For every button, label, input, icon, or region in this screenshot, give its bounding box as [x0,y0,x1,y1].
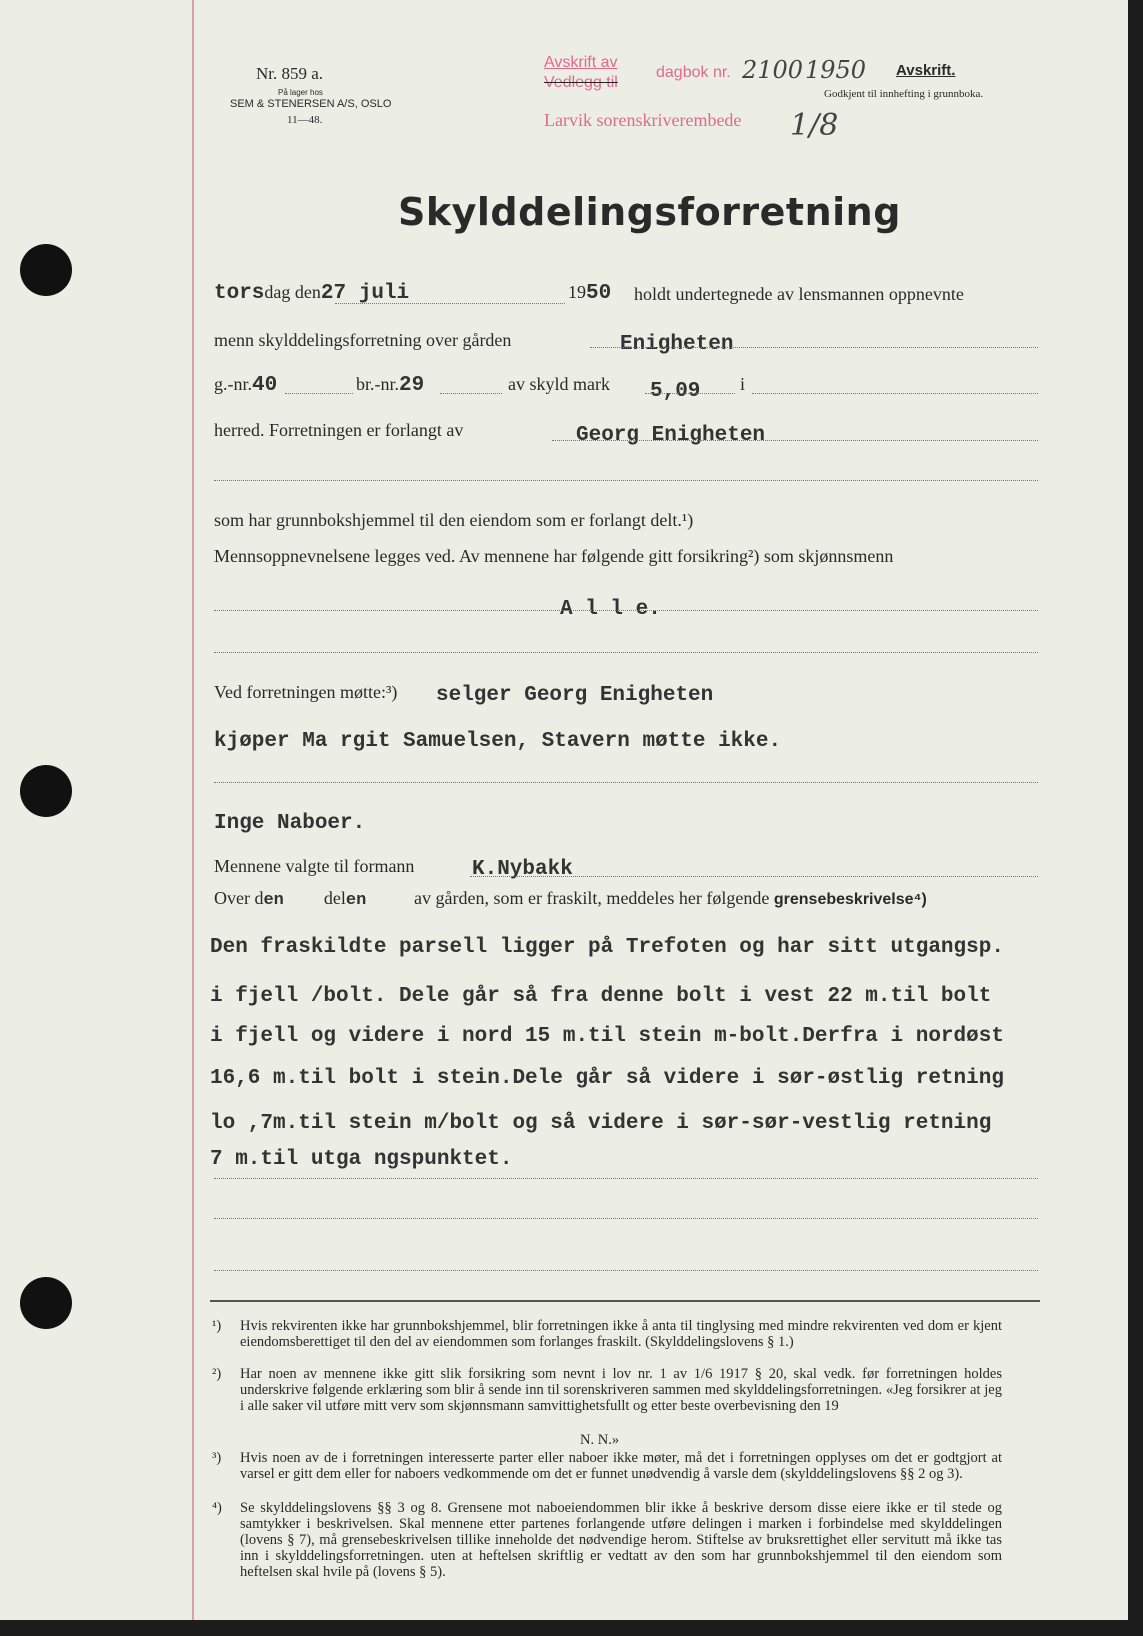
weekday-typed: tors [214,282,265,305]
footnote-signature: N. N.» [580,1432,620,1448]
fill-line [214,1270,1038,1271]
margin-line [192,0,194,1620]
label: av skyld mark [508,374,610,394]
footnote: ⁴) Se skylddelingslovens §§ 3 og 8. Grensene mot naboeiendommen blir ikke å beskrive dersom disse eiere ikke er til stede og samtykker i beskrivelsen. Skal mennene etter partenes forlangende utføre delingen i marken i forbindelse med skylddelingen (lovens § 7), må grensebeskrivelsen tillike inneholde det nødvendige herom. Stiftelse av bruksrettighet eller servitutt må ikke tas inn i skylddelingsforretningen. uten at heftelsen skriftlig er vedtatt av den som har grunnbokshjemmel til den eiendom som heftelsen skal hvile på (lovens § 5). [212,1500,1002,1580]
typed-fill: en [263,891,284,910]
stamp-office: Larvik sorenskriverembede [544,110,742,130]
publisher-line: På lager hos [278,88,323,97]
description-line: i fjell og videre i nord 15 m.til stein m-bolt.Derfra i nordøst [210,1025,1004,1048]
year-prefix: 19 [568,282,586,302]
punch-hole [20,1277,72,1329]
label: del [323,888,346,908]
bnr-typed: 29 [399,374,425,397]
mott-typed: kjøper Ma rgit Samuelsen, Stavern møtte ikke. [214,730,782,753]
footnote-divider [210,1300,1040,1302]
alle-typed: A l l e. [560,598,661,621]
fill-line [470,876,1038,877]
fill-line [214,610,1038,611]
label: dag den [264,282,321,302]
publisher-line: 11—48. [287,114,323,126]
punch-hole [20,244,72,296]
typed-fill: en [345,891,367,910]
skyld-typed: 5,09 [650,380,701,403]
label: herred. Forretningen er forlangt av [214,420,464,440]
description-line: 7 m.til utga ngspunktet. [210,1148,513,1171]
label: av gården, som er fraskilt, meddeles her følgende [414,888,770,908]
naboer-typed: Inge Naboer. [214,812,366,835]
label: Over d [214,888,264,908]
farm-typed: Enigheten [620,333,734,356]
year-typed: 50 [586,282,612,305]
fill-line [214,782,1038,783]
footnote: ³) Hvis noen av de i forretningen interesserte parter eller naboer ikke møter, må det i forretningen opplyses om det er godtgjort at varsel er gitt dem eller for naboers vedkommende om det er funnet unødvendig å varsle dem (skylddelingslovens §§ 2 og 3). [212,1450,1002,1482]
label: grensebeskrivelse⁴) [773,891,927,908]
dagbok-year: 1950 [805,56,867,84]
stamp-dagbok: dagbok nr. [656,64,731,81]
fill-line [214,1178,1038,1179]
fill-line [214,1218,1038,1219]
footnote: ¹) Hvis rekvirenten ikke har grunnbokshjemmel, blir forretningen ikke å anta til tinglysing med mindre rekvirenten ved dom er kjent eiendomsberettiget til den del av eiendommen som forlanges fraskilt. (Skylddelingslovens § 1.) [212,1318,1002,1350]
mott-typed: selger Georg Enigheten [436,684,714,707]
footnote: ²) Har noen av mennene ikke gitt slik forsikring som nevnt i lov nr. 1 av 1/6 1917 § 20, skal vedk. før forretningen holdes underskrive følgende erklæring som blir å sende inn til sorenskriveren sammen med skylddelingsforretningen. «Jeg forsikrer at jeg i alle saker vil utføre mitt verv som skjønnsmann samvittighetsfullt og etter beste overbevisning den 19 [212,1366,1002,1414]
label: holdt undertegnede av lensmannen oppnevnte [634,284,964,304]
handwritten-fraction: 1/8 [790,108,839,143]
label: Mennene valgte til formann [214,856,415,876]
fill-line [335,303,565,304]
requester-typed: Georg Enigheten [576,424,766,447]
fill-line [214,652,1038,653]
fill-line [590,347,1038,348]
label: menn skylddelingsforretning over gården [214,330,512,350]
formann-typed: K.Nybakk [472,858,573,881]
dagbok-number: 2100 [742,56,804,84]
label: g.-nr. [214,374,252,394]
description-line: lo ,7m.til stein m/bolt og så videre i sør-sør-vestlig retning [210,1112,992,1135]
fill-line [645,393,735,394]
label: som har grunnbokshjemmel til den eiendom som er forlangt delt.¹) [214,510,694,530]
fill-line [440,393,502,394]
label: i [740,374,746,394]
label: Mennsoppnevnelsene legges ved. Av mennene har følgende gitt forsikring²) som skjønnsmenn [214,546,894,566]
form-number: Nr. 859 a. [256,64,324,83]
description-line: Den fraskildte parsell ligger på Trefoten og har sitt utgangsp. [210,936,1004,959]
stamp-vedlegg-til: Vedlegg til [544,74,618,91]
publisher-line: SEM & STENERSEN A/S, OSLO [230,98,392,110]
punch-hole [20,765,72,817]
page-title: Skylddelingsforretning [398,190,901,234]
fill-line [285,393,353,394]
fill-line [552,440,1038,441]
fill-line [214,480,1038,481]
label: Ved forretningen møtte:³) [214,682,398,702]
fill-line [752,393,1038,394]
label: br.-nr. [356,374,399,394]
date-typed: 27 juli [320,282,410,305]
description-line: i fjell /bolt. Dele går så fra denne bolt i vest 22 m.til bolt [210,985,992,1008]
stamp-avskrift-av: Avskrift av [544,54,618,71]
avskrift-label: Avskrift. [896,62,956,79]
gnr-typed: 40 [252,374,278,397]
description-line: 16,6 m.til bolt i stein.Dele går så videre i sør-østlig retning [210,1067,1004,1090]
approved-text: Godkjent til innhefting i grunnboka. [824,88,984,100]
